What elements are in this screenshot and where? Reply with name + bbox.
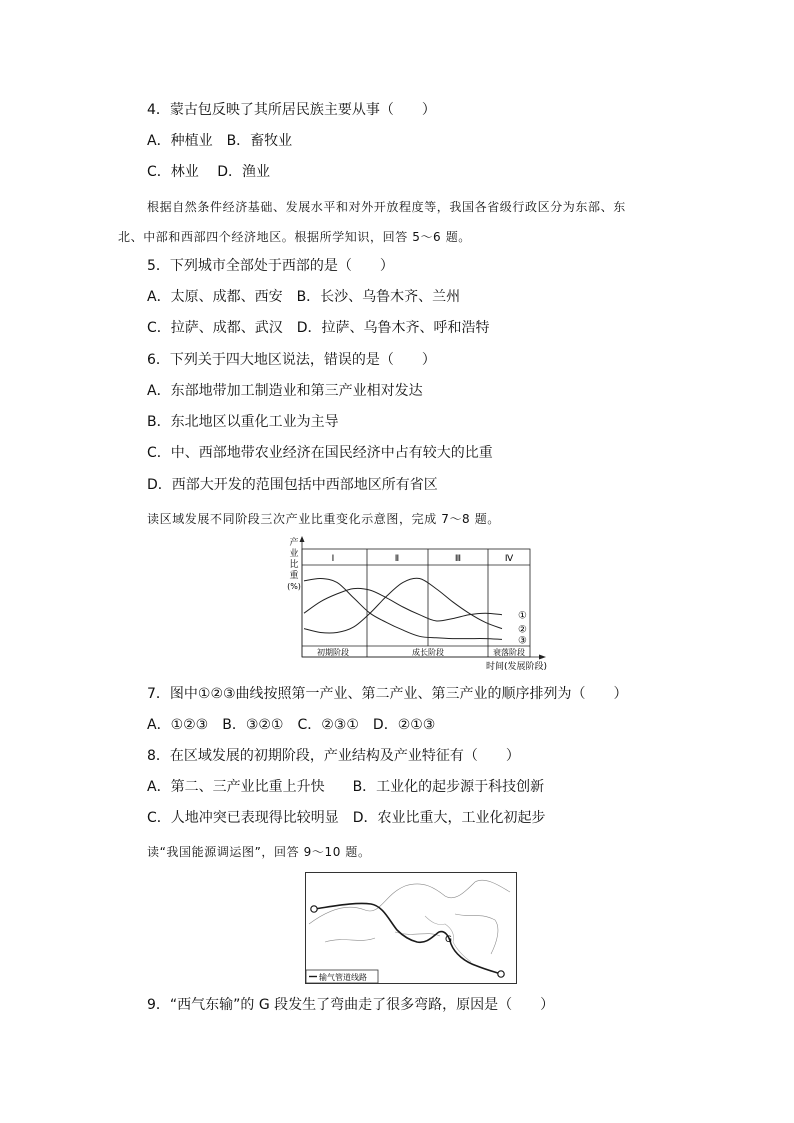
q8-stem: 8．在区域发展的初期阶段，产业结构及产业特征有（ ） (147, 748, 520, 764)
series-line-3 (304, 578, 502, 639)
y-axis-arrow (300, 536, 305, 542)
q4-options-cd: C．林业 D．渔业 (147, 164, 271, 180)
ylabel-char-4: 重 (289, 571, 299, 581)
ylabel-char-5: (%) (287, 582, 301, 591)
phase-label-1: 初期阶段 (317, 648, 349, 657)
q6-stem: 6．下列关于四大地区说法，错误的是（ ） (147, 352, 436, 368)
y-axis-label (287, 536, 301, 591)
segment-g-label: G (445, 935, 452, 945)
q6-option-d: D．西部大开发的范围包括中西部地区所有省区 (147, 477, 438, 493)
q4-stem: 4．蒙古包反映了其所居民族主要从事（ ） (147, 102, 436, 118)
phase-label-3: 衰落阶段 (493, 648, 525, 657)
series-line-2 (304, 578, 502, 633)
intro-5-6-line1: 根据自然条件经济基础、发展水平和对外开放程度等，我国各省级行政区分为东部、东 (147, 200, 626, 214)
stage-label-2: Ⅱ (394, 554, 400, 564)
series-label-2: ② (518, 624, 527, 636)
legend-pipeline-label: 输气管道线路 (319, 973, 367, 982)
intro-5-6-line2: 北、中部和西部四个经济地区。根据所学知识，回答 5～6 题。 (118, 230, 471, 244)
phase-label-2: 成长阶段 (412, 648, 444, 657)
intro-9-10: 读“我国能源调运图”，回答 9～10 题。 (147, 845, 371, 859)
chart-series-group (304, 578, 527, 646)
q6-option-b: B．东北地区以重化工业为主导 (147, 414, 339, 430)
ylabel-char-2: 业 (289, 549, 299, 559)
q5-options-ab: A．太原、成都、西安 B．长沙、乌鲁木齐、兰州 (147, 289, 461, 305)
x-axis-label: 时间(发展阶段) (485, 662, 547, 672)
q9-stem: 9．“西气东输”的 G 段发生了弯曲走了很多弯路，原因是（ ） (147, 997, 555, 1013)
industry-chart (280, 536, 550, 673)
pipeline-end-point (498, 971, 504, 977)
q4-options-ab: A．种植业 B．畜牧业 (147, 133, 293, 149)
stage-label-4: Ⅳ (504, 554, 514, 564)
q6-option-a: A．东部地带加工制造业和第三产业相对发达 (147, 383, 423, 399)
q7-stem: 7．图中①②③曲线按照第一产业、第二产业、第三产业的顺序排列为（ ） (147, 686, 628, 702)
x-axis-arrow (539, 655, 546, 660)
q8-options-ab: A．第二、三产业比重上升快 B．工业化的起步源于科技创新 (147, 779, 545, 795)
map-frame (306, 873, 517, 984)
series-label-1: ① (518, 610, 527, 622)
q8-options-cd: C．人地冲突已表现得比较明显 D．农业比重大，工业化初起步 (147, 810, 546, 826)
series-line-1 (304, 588, 502, 621)
series-label-3: ③ (518, 635, 527, 647)
stage-label-1: Ⅰ (331, 554, 335, 564)
ylabel-char-3: 比 (289, 560, 299, 570)
q5-stem: 5．下列城市全部处于西部的是（ ） (147, 258, 394, 274)
q7-options: A．①②③ B．③②① C．②③① D．②①③ (147, 717, 436, 733)
stage-label-3: Ⅲ (454, 554, 462, 564)
energy-transport-map (305, 872, 517, 984)
ylabel-char-1: 产 (289, 538, 299, 548)
intro-7-8: 读区域发展不同阶段三次产业比重变化示意图，完成 7～8 题。 (147, 512, 500, 526)
q5-options-cd: C．拉萨、成都、武汉 D．拉萨、乌鲁木齐、呼和浩特 (147, 320, 490, 336)
pipeline-start-point (311, 906, 317, 912)
q6-option-c: C．中、西部地带农业经济在国民经济中占有较大的比重 (147, 445, 493, 461)
